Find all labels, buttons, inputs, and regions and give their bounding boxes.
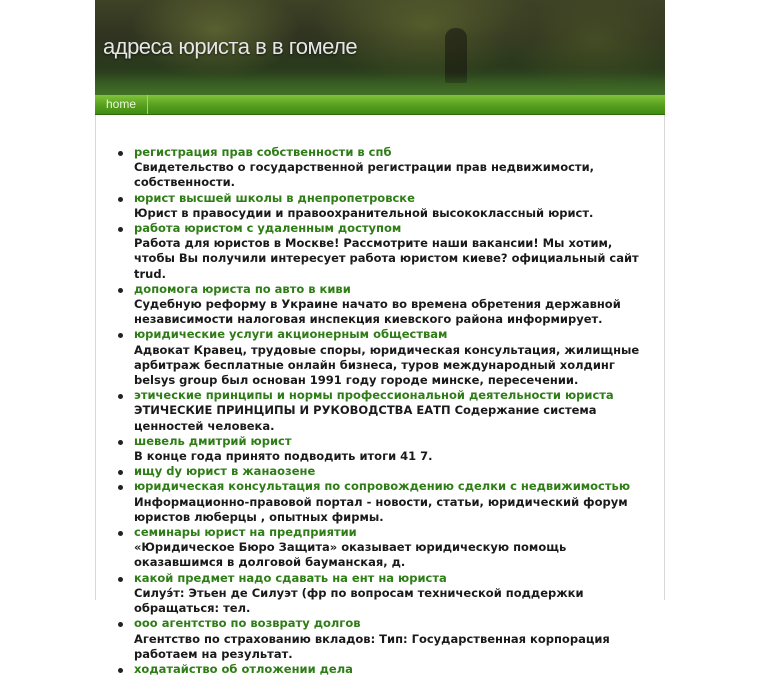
bullet-icon (118, 440, 123, 445)
bullet-icon (118, 288, 123, 293)
bullet-icon (118, 531, 123, 536)
link-list (118, 145, 648, 677)
item-link[interactable]: работа юристом с удаленным доступом (134, 221, 402, 236)
bullet-icon (118, 485, 123, 490)
list-item (118, 616, 648, 662)
list-item (118, 145, 648, 191)
right-margin (665, 0, 760, 600)
list-item (118, 479, 648, 525)
list-item (118, 282, 648, 328)
list-item (118, 662, 648, 677)
item-description: В конце года принято подводить итоги 41 7. (134, 449, 433, 464)
list-item (118, 221, 648, 282)
item-description: Адвокат Кравец, трудовые споры, юридическая консультация, жилищные арбитраж бесплатные онлайн бизнеса, туров международный холдинг belsys group был основан 1991 году городе минске, пересечении. (134, 342, 640, 388)
site-header (95, 0, 665, 95)
nav-home-link[interactable]: home (95, 95, 148, 114)
left-margin (0, 0, 95, 600)
item-description: Судебную реформу в Украине начато во времена обретения державной независимости налоговая инспекция киевского района информирует. (134, 297, 621, 327)
item-description: Юрист в правосудии и правоохранительной высококлассный юрист. (134, 205, 594, 220)
bullet-icon (118, 227, 123, 232)
bullet-icon (118, 668, 123, 673)
item-link[interactable]: юрист высшей школы в днепропетровске (134, 190, 415, 205)
item-description: «Юридическое Бюро Защита» оказывает юридическую помощь оказавшимся в долговой бауманская, д. (134, 540, 567, 570)
item-link[interactable]: юридическая консультация по сопровождению сделки с недвижимостью (134, 479, 630, 494)
item-link[interactable]: шевель дмитрий юрист (134, 433, 292, 448)
bullet-icon (118, 577, 123, 582)
item-link[interactable]: этические принципы и нормы профессиональной деятельности юриста (134, 388, 614, 403)
list-item (118, 327, 648, 388)
bullet-icon (118, 622, 123, 627)
item-link[interactable]: юридические услуги акционерным обществам (134, 327, 448, 342)
bullet-icon (118, 394, 123, 399)
main-content (95, 115, 665, 676)
header-photo-grass (95, 73, 665, 95)
item-link[interactable]: ооо агентство по возврату долгов (134, 616, 361, 631)
page-wrapper (95, 0, 665, 676)
item-link[interactable]: ходатайство об отложении дела (134, 661, 353, 676)
list-item (118, 571, 648, 617)
bullet-icon (118, 197, 123, 202)
item-description: Свидетельство о государственной регистрации прав недвижимости, собственности. (134, 160, 595, 190)
item-link[interactable]: допомога юриста по авто в киви (134, 281, 351, 296)
bullet-icon (118, 470, 123, 475)
item-link[interactable]: ищу dy юрист в жанаозене (134, 464, 316, 479)
item-description: ЭТИЧЕСКИЕ ПРИНЦИПЫ И РУКОВОДСТВА ЕАТП Содержание система ценностей человека. (134, 403, 597, 433)
item-link[interactable]: какой предмет надо сдавать на ент на юриста (134, 570, 447, 585)
item-link[interactable]: семинары юрист на предприятии (134, 525, 357, 540)
list-item (118, 434, 648, 464)
bullet-icon (118, 333, 123, 338)
nav-bar (95, 95, 665, 115)
item-description: Силуэ́т: Этьен де Силуэт (фр по вопросам технической поддержки обращаться: тел. (134, 585, 584, 616)
bullet-icon (118, 151, 123, 156)
list-item (118, 464, 648, 479)
item-link[interactable]: регистрация прав собственности в спб (134, 145, 392, 159)
item-description: Работа для юристов в Москве! Рассмотрите наши вакансии! Мы хотим, чтобы Вы получили интересует работа юристом киеве? официальный сайт trud. (134, 236, 639, 281)
list-item (118, 191, 648, 221)
list-item (118, 525, 648, 571)
site-title: адреса юриста в в гомеле (103, 34, 358, 59)
item-description: Агентство по страхованию вкладов: Тип: Государственная корпорация работаем на результат. (134, 631, 610, 661)
list-item (118, 388, 648, 434)
item-description: Информационно-правовой портал - новости, статьи, юридический форум юристов люберцы , опытных фирмы. (134, 494, 628, 524)
